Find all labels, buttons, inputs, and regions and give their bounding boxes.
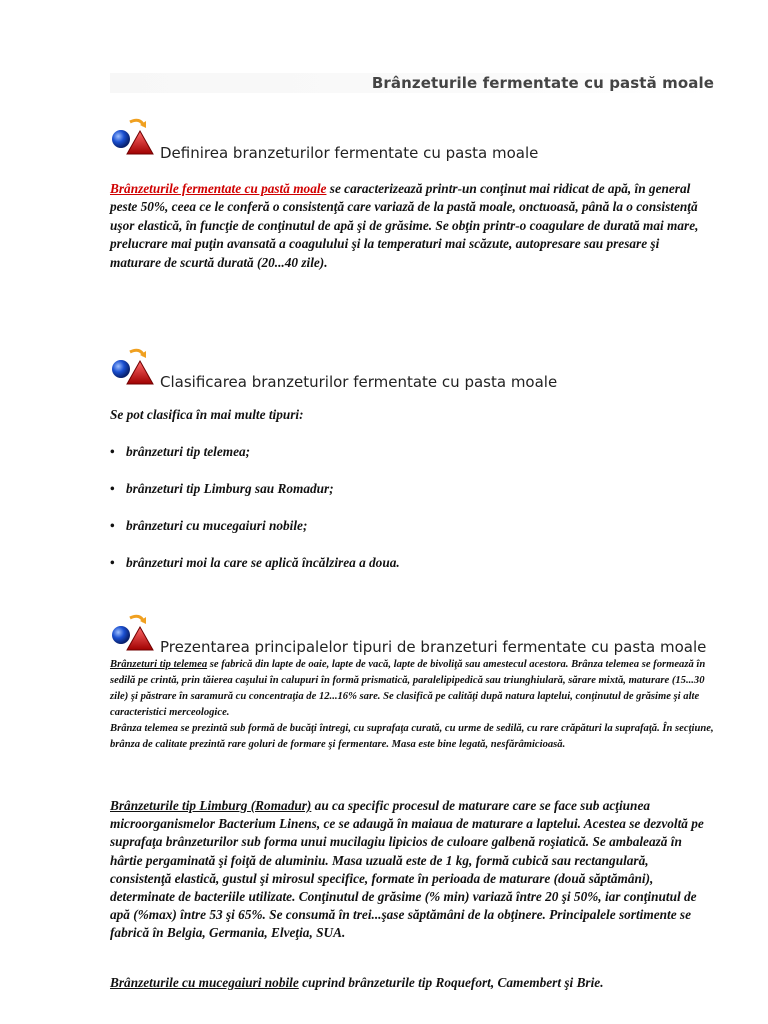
limburg-text: au ca specific procesul de maturare care se face sub acţiunea microorganismelor Bacterium Linens, ce se adaugă în maiaua de maturare a laptelui. Acestea se dezvoltă pe suprafaţa brânzeturilor sub forma unui mucilagiu lipicios de culoare galbenă roşiatică. Se ambalează în hârtie pergaminată şi foiţă de aluminiu. Masa uzuală este de 1 kg, formă cubică sau rectangulară, consistenţă elastică, gustul şi mirosul specifice, formate în perioada de maturare (două săptămâni), determinate de bacteriile utilizate. Conţinutul de grăsime (% min) variază între 20 şi 50%, iar conţinutul de apă (%max) între 53 şi 65%. Se consumă în trei...şase săptămâni de la obţinere. Principalele sortimente se fabrică în Belgia, Germania, Elveţia, SUA. <box>110 798 704 941</box>
section-heading-types: Prezentarea principalelor tipuri de branzeturi fermentate cu pasta moale <box>160 638 707 656</box>
bullet: • <box>110 555 115 570</box>
limburg-term: Brânzeturile tip Limburg (Romadur) <box>110 798 312 813</box>
list-item <box>110 518 400 555</box>
section-heading-classification: Clasificarea branzeturilor fermentate cu pasta moale <box>160 373 558 391</box>
classification-intro: Se pot clasifica în mai multe tipuri: <box>110 407 304 422</box>
list-item-text: brânzeturi tip telemea; <box>126 444 251 459</box>
shapes-icon <box>110 346 156 390</box>
mucegaiuri-paragraph <box>110 974 710 992</box>
list-item <box>110 481 400 518</box>
section-heading-definition: Definirea branzeturilor fermentate cu pasta moale <box>160 144 539 162</box>
list-item <box>110 444 400 481</box>
bullet: • <box>110 481 115 496</box>
definition-term-link[interactable]: Brânzeturile fermentate cu pastă moale <box>110 181 327 196</box>
telemea-text-2: Brânza telemea se prezintă sub formă de bucăţi întregi, cu suprafaţa curată, cu urme de sedilă, cu rare crăpături la suprafaţă. În secţiune, brânza de calitate prezintă rare goluri de formare şi fermentare. Masa este bine legată, nesfărâmicioasă. <box>110 723 714 750</box>
list-item-text: brânzeturi moi la care se aplică încălzirea a doua. <box>126 555 400 570</box>
telemea-text-1: se fabrică din lapte de oaie, lapte de vacă, lapte de bivoliţă sau amestecul acestora. Brânza telemea se formează în sedilă pe crintă, prin tăierea caşului în calupuri în formă prismatică, paralelipipedică sau triunghiulară, sărare mixtă, maturare (15...30 zile) şi păstrare în saramură cu concentraţia de 12...16% sare. Se clasifică pe calităţi după natura laptelui, conţinutul de grăsime şi alte caracteristici merceologice. <box>110 659 706 718</box>
bullet: • <box>110 444 115 459</box>
definition-paragraph <box>110 180 710 272</box>
page-title: Brânzeturile fermentate cu pastă moale <box>371 74 714 92</box>
shapes-icon <box>110 116 156 160</box>
shapes-icon <box>110 612 156 656</box>
mucegaiuri-term: Brânzeturile cu mucegaiuri nobile <box>110 975 299 990</box>
definition-text: se caracterizează printr-un conţinut mai ridicat de apă, în general peste 50%, ceea ce le conferă o consistenţă care variază de la pastă moale, onctuoasă, până la o consistenţă uşor elastică, în funcţie de conţinutul de apă şi de grăsime. Se obţin printr-o coagulare de durată mai mare, prelucrare mai puţin avansată a coagulului şi la temperaturi mai scăzute, autopresare sau presare şi maturare de scurtă durată (20...40 zile). <box>110 181 699 270</box>
mucegaiuri-text: cuprind brânzeturile tip Roquefort, Camembert şi Brie. <box>298 975 604 990</box>
list-item-text: brânzeturi tip Limburg sau Romadur; <box>126 481 334 496</box>
types-list <box>110 444 400 592</box>
list-item-text: brânzeturi cu mucegaiuri nobile; <box>126 518 308 533</box>
telemea-paragraph <box>110 657 715 753</box>
list-item <box>110 555 400 592</box>
bullet: • <box>110 518 115 533</box>
telemea-term: Brânzeturi tip telemea <box>110 659 208 670</box>
limburg-paragraph <box>110 797 710 943</box>
